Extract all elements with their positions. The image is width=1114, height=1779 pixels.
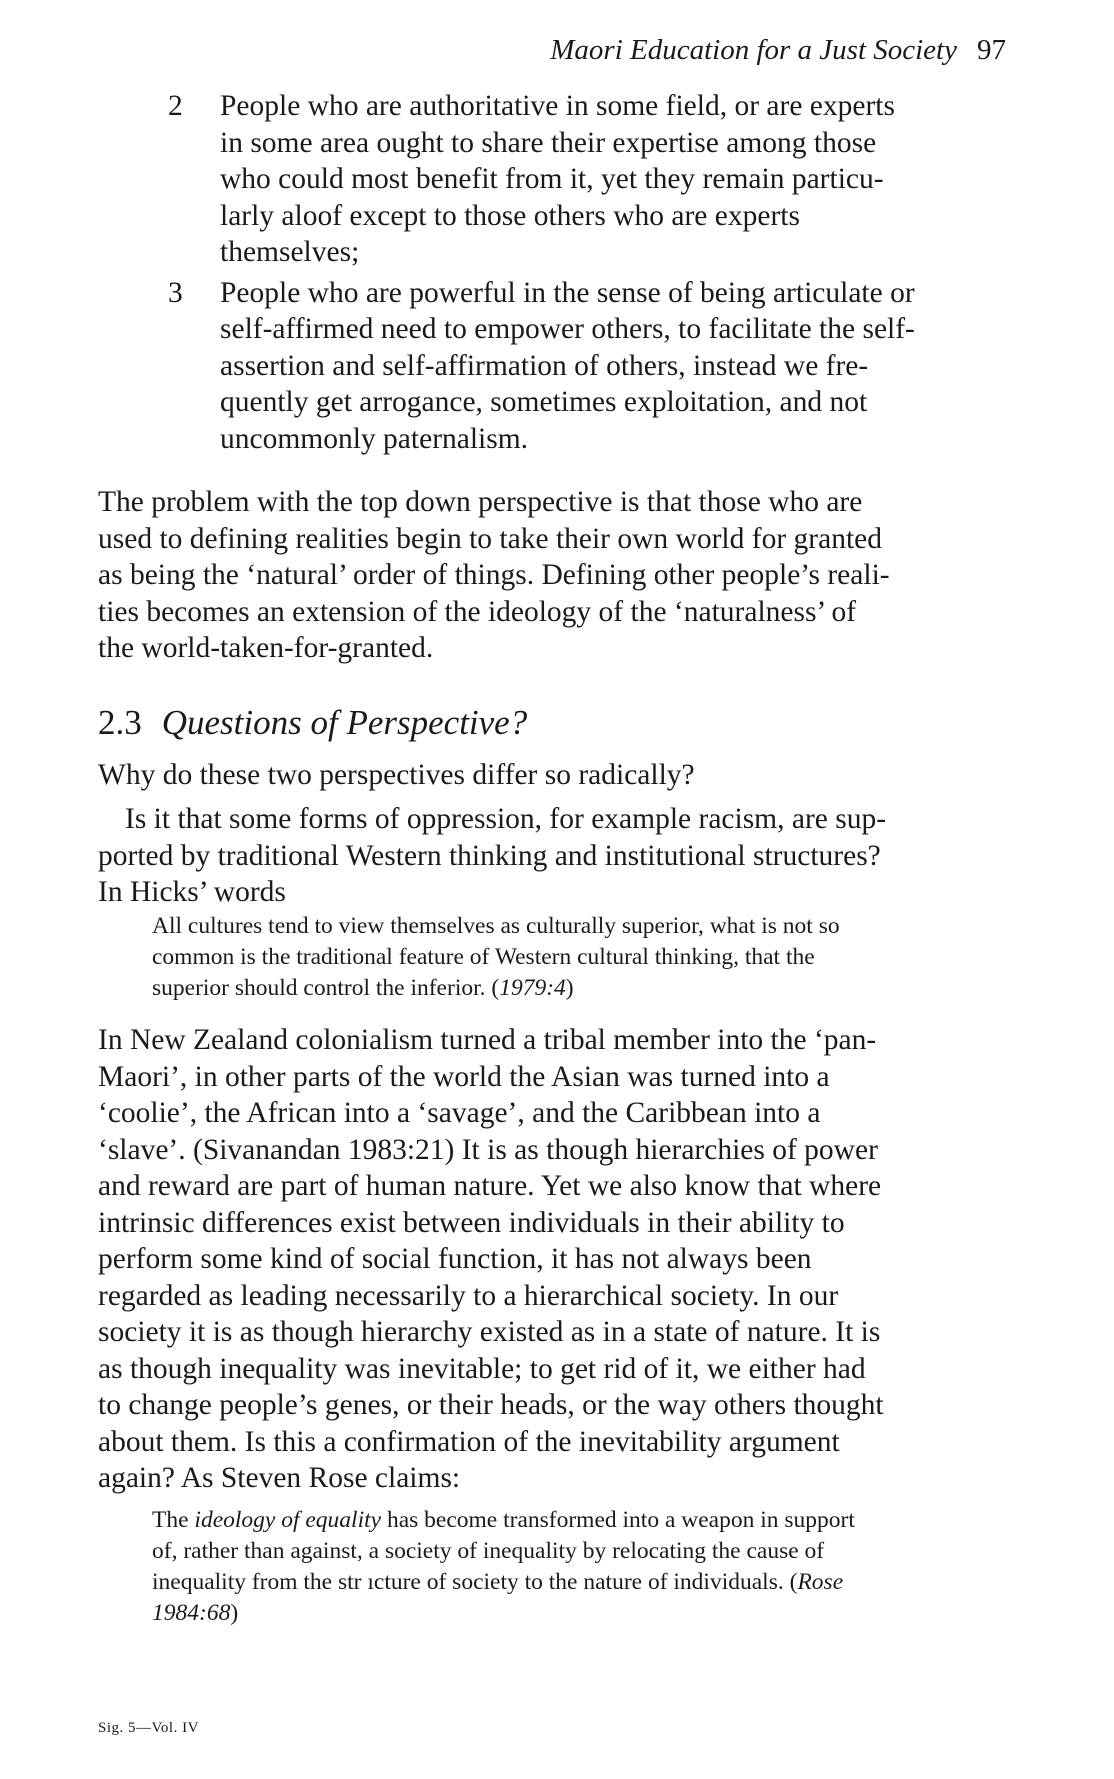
text-line: society it is as though hierarchy existed as in a state of nature. It is — [98, 1316, 881, 1348]
text-line: Why do these two perspectives differ so radically? — [98, 759, 695, 791]
text-line: ‘coolie’, the African into a ‘savage’, and the Caribbean into a — [98, 1097, 821, 1129]
list-item — [150, 88, 1000, 271]
paragraph-colonialism — [98, 1022, 1000, 1497]
quote-text: The — [152, 1507, 195, 1533]
quote-text: inequality from the str ıcture of society to the nature of individuals. ( — [152, 1569, 798, 1595]
text-line: and reward are part of human nature. Yet we also know that where — [98, 1170, 882, 1202]
indented-list — [150, 88, 1000, 457]
citation: 1984:68 — [152, 1600, 231, 1626]
text-line: People who are authoritative in some field, or are experts — [220, 90, 895, 122]
list-item-number: 2 — [168, 90, 183, 122]
text-line: The problem with the top down perspective is that those who are — [98, 486, 863, 518]
quote-line — [152, 973, 1002, 1004]
text-line: the world-taken-for-granted. — [98, 632, 434, 664]
text-line: In Hicks’ words — [98, 876, 286, 908]
citation: 1979:4 — [499, 975, 566, 1001]
emphasis: ideology of equality — [194, 1507, 382, 1533]
text-line: People who are powerful in the sense of being articulate or — [220, 276, 915, 309]
page-number: 97 — [977, 34, 1006, 66]
paragraph-oppression — [98, 801, 1000, 911]
quote-line — [152, 1567, 1002, 1598]
text-line: In New Zealand colonialism turned a tribal member into the ‘pan- — [98, 1024, 877, 1056]
text-line: ‘slave’. (Sivanandan 1983:21) It is as though hierarchies of power — [98, 1133, 878, 1166]
text-line: to change people’s genes, or their heads, or the way others thought — [98, 1389, 884, 1421]
running-head-title: Maori Education for a Just Society — [550, 34, 957, 66]
paragraph-top-down-perspective — [98, 484, 1000, 667]
list-item — [150, 275, 1000, 458]
text-line: ported by traditional Western thinking and institutional structures? — [98, 839, 881, 872]
citation-close: ) — [565, 975, 574, 1001]
text-line: themselves; — [220, 236, 360, 268]
block-quote-rose — [152, 1505, 1002, 1629]
text-line: used to defining realities begin to take their own world for granted — [98, 522, 882, 555]
quote-text: superior should control the inferior. ( — [152, 975, 500, 1001]
quote-line: common is the traditional feature of Western cultural thinking, that the — [152, 944, 815, 970]
section-title: Questions of Perspective? — [161, 703, 528, 742]
citation-close: ) — [230, 1600, 239, 1626]
section-heading — [98, 703, 527, 743]
text-line: regarded as leading necessarily to a hierarchical society. In our — [98, 1279, 839, 1312]
text-line: intrinsic differences exist between individuals in their ability to — [98, 1206, 845, 1239]
signature-mark: Sig. 5—Vol. IV — [98, 1720, 199, 1736]
block-quote-hicks — [152, 911, 1002, 1004]
text-line: ties becomes an extension of the ideology of the ‘naturalness’ of — [98, 595, 857, 628]
quote-line — [152, 1598, 1002, 1629]
text-line: quently get arrogance, sometimes exploitation, and not — [220, 386, 868, 418]
text-line: as though inequality was inevitable; to get rid of it, we either had — [98, 1352, 866, 1385]
text-line: Is it that some forms of oppression, for example racism, are sup- — [125, 803, 887, 835]
text-line: again? As Steven Rose claims: — [98, 1462, 461, 1494]
quote-line — [152, 1505, 1002, 1536]
text-line: in some area ought to share their expertise among those — [220, 126, 877, 159]
running-head — [550, 34, 1006, 67]
quote-text: has become transformed into a weapon in support — [381, 1507, 855, 1533]
text-line: perform some kind of social function, it has not always been — [98, 1243, 812, 1275]
citation-author: Rose — [797, 1569, 844, 1595]
text-line: larly aloof except to those others who are experts — [220, 199, 800, 232]
text-line: as being the ‘natural’ order of things. Defining other people’s reali- — [98, 559, 890, 591]
text-line: uncommonly paternalism. — [220, 422, 529, 455]
text-line: Maori’, in other parts of the world the Asian was turned into a — [98, 1060, 830, 1093]
text-line: who could most benefit from it, yet they remain particu- — [220, 163, 884, 195]
quote-line: of, rather than against, a society of inequality by relocating the cause of — [152, 1538, 825, 1564]
list-item-number: 3 — [168, 276, 183, 309]
paragraph-question — [98, 757, 1000, 794]
text-line: self-affirmed need to empower others, to facilitate the self- — [220, 313, 915, 345]
text-line: about them. Is this a confirmation of the inevitability argument — [98, 1425, 840, 1458]
quote-line: All cultures tend to view themselves as culturally superior, what is not so — [152, 913, 840, 939]
text-line: assertion and self-affirmation of others, instead we fre- — [220, 349, 869, 382]
section-number: 2.3 — [98, 703, 142, 742]
